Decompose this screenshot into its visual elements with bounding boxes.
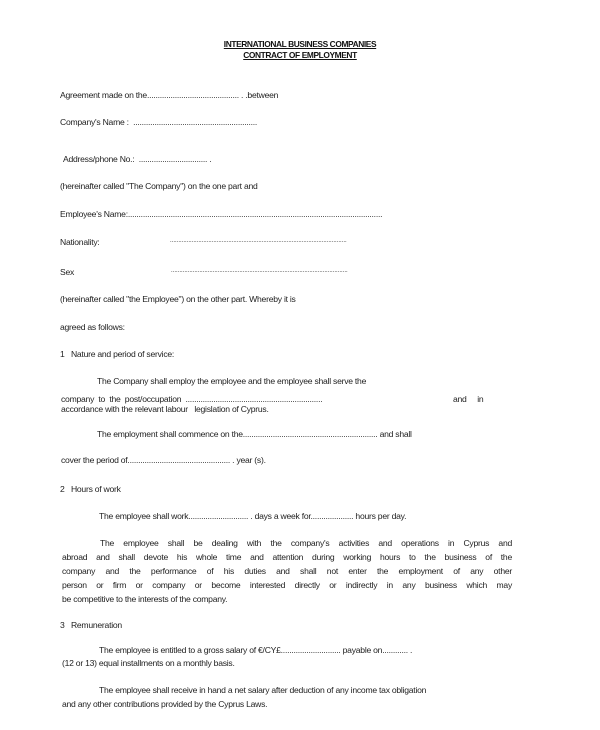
section-1-p1-line3: accordance with the relevant labour legislation of Cyprus.	[61, 404, 269, 414]
section-1-p2-line2: cover the period of................................................ . year (s).	[61, 455, 266, 465]
section-2-p2-line: abroad and shall devote his whole time and attention during working hours to the business of the	[62, 552, 512, 562]
agreement-line: Agreement made on the........................................... . .between	[60, 90, 279, 100]
section-1-p1-line2-end: and in	[453, 394, 484, 404]
company-name-line: Company's Name : ..........................................................	[60, 117, 258, 127]
nationality-leader: ..........................................................................................................	[170, 238, 347, 244]
section-2-p2-line: be competitive to the interests of the company.	[62, 594, 228, 604]
section-1-p1-line1: The Company shall employ the employee and the employee shall serve the	[97, 376, 367, 386]
section-3-p2-line2: and any other contributions provided by the Cyprus Laws.	[62, 699, 268, 709]
sex-leader: ..........................................................................................................	[171, 268, 348, 274]
section-2-p2-line: company and the performance of his duties and shall not enter the employment of any other	[62, 566, 512, 576]
section-2-p1: The employee shall work............................ . days a week for.................... hours per day.	[99, 511, 407, 521]
section-3-p2-line1: The employee shall receive in hand a net salary after deduction of any income tax obligation	[99, 685, 427, 695]
section-1-p2-line1: The employment shall commence on the............................................................... and shall	[97, 429, 412, 439]
title-line-1: INTERNATIONAL BUSINESS COMPANIES	[223, 39, 377, 49]
address-line: Address/phone No.: ................................ .	[63, 154, 212, 164]
employee-name-line: Employee's Name:.......................................................................................................................	[60, 209, 383, 219]
section-3-heading: 3 Remuneration	[60, 620, 122, 630]
section-3-p1-line2: (12 or 13) equal installments on a monthly basis.	[62, 658, 235, 668]
agreed-line: agreed as follows:	[60, 322, 125, 332]
section-2-p2-line: The employee shall be dealing with the company's activities and operations in Cyprus and	[100, 538, 512, 548]
title-line-2: CONTRACT OF EMPLOYMENT	[243, 50, 357, 60]
section-3-p1-line1: The employee is entitled to a gross salary of €/CY£............................ payable on............ .	[99, 645, 413, 655]
section-1-heading: 1 Nature and period of service:	[60, 349, 175, 359]
sex-label: Sex	[60, 267, 75, 277]
nationality-label: Nationality:	[60, 237, 100, 247]
hereinafter-employee-line: (hereinafter called "the Employee") on the other part. Whereby it is	[60, 294, 296, 304]
section-2-heading: 2 Hours of work	[60, 484, 121, 494]
hereinafter-company-line: (hereinafter called "The Company") on the one part and	[60, 181, 258, 191]
section-1-p1-line2: company to the post/occupation ................................................................	[61, 394, 323, 404]
section-2-p2-line: person or firm or company or become interested directly or indirectly in any business which may	[62, 580, 512, 590]
